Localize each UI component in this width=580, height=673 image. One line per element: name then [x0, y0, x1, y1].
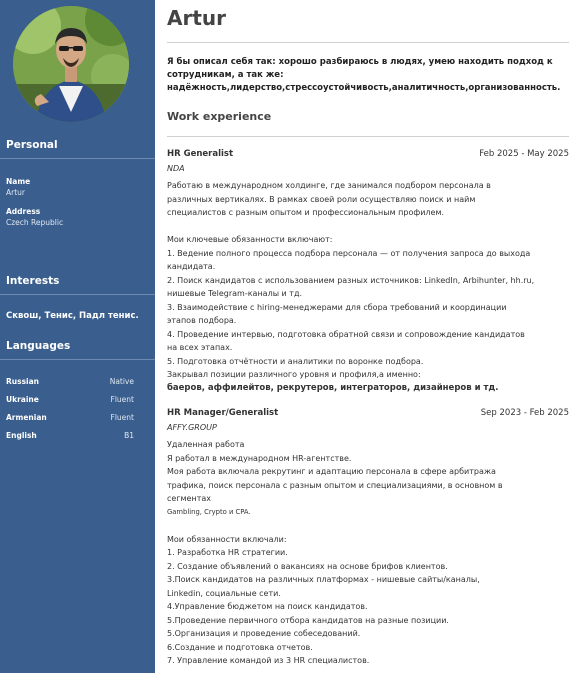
description-line: 1. Ведение полного процесса подбора персонала — от получения запроса до выхода	[167, 248, 531, 258]
description-line: Gambling, Crypto и CPA.	[167, 507, 251, 516]
language-name: Russian	[6, 377, 40, 386]
description-line: Работаю в международном холдинге, где занимался подбором персонала в	[167, 181, 491, 190]
description-line: кандидата.	[167, 262, 216, 271]
description-line: 5.Проведение первичного отбора кандидатов на разные позиции.	[167, 615, 449, 625]
language-level: B1	[124, 431, 134, 440]
divider	[0, 158, 155, 159]
description-line: 1. Разработка HR стратегии.	[167, 548, 288, 557]
job-dates: Feb 2025 - May 2025	[479, 149, 569, 159]
divider	[0, 294, 155, 295]
description-line: сегментах	[167, 494, 212, 503]
address-label: Address	[6, 207, 41, 216]
description-line: на всех этапах.	[167, 343, 233, 352]
description-line: 7. Управление командой из 3 HR специалистов.	[167, 656, 370, 665]
sidebar	[0, 0, 155, 673]
avatar-photo	[13, 6, 129, 122]
description-line: Мои обязанности включали:	[167, 534, 287, 544]
description-line: Закрывал позиции различного уровня и профиля,а именно:	[167, 370, 421, 379]
description-line: специалистов с разным опытом и профессиональным профилем.	[167, 208, 445, 217]
summary	[167, 56, 569, 95]
description-line: этапов подбора.	[167, 316, 237, 325]
language-level: Native	[109, 377, 134, 386]
description-line: Моя работа включала рекрутинг и адаптацию персонала в сфере арбитража	[167, 467, 496, 476]
language-name: Ukraine	[6, 395, 39, 404]
description-line: 2. Поиск кандидатов с использованием разных источников: LinkedIn, Arbihunter, hh.ru,	[167, 275, 535, 285]
experience-heading: Work experience	[167, 110, 272, 123]
summary-line: надёжность,лидерство,стрессоустойчивость,аналитичность,организованность.	[167, 83, 561, 93]
description-line: различных вертикалях. В рамках своей роли осуществляю поиск и найм	[167, 194, 476, 204]
description-line: 6.Создание и подготовка отчетов.	[167, 642, 313, 652]
personal-heading: Personal	[6, 139, 58, 151]
languages-heading: Languages	[6, 340, 71, 352]
language-name: Armenian	[6, 413, 47, 422]
description-line	[167, 220, 567, 234]
divider	[0, 359, 155, 360]
description-line: Мои ключевые обязанности включают:	[167, 235, 333, 244]
job-company: NDA	[167, 164, 185, 173]
summary-line: сотрудникам, а так же:	[167, 70, 284, 80]
job-title: HR Generalist	[167, 149, 234, 159]
description-line: 5. Подготовка отчётности и аналитики по воронке подбора.	[167, 356, 424, 366]
description-line: трафика, поиск персонала с разным опытом и специализациями, в основном в	[167, 480, 503, 490]
description-line	[167, 519, 567, 533]
name-value: Artur	[6, 188, 25, 197]
summary-line: Я бы описал себя так: хорошо разбираюсь в людях, умею находить подход к	[167, 57, 553, 67]
person-name: Artur	[167, 6, 227, 30]
description-line: 3. Взаимодействие с hiring-менеджерами для сбора требований и координации	[167, 302, 507, 312]
interests-heading: Interests	[6, 275, 60, 287]
address-value: Czech Republic	[6, 218, 64, 227]
job-company: AFFY.GROUP	[167, 423, 217, 432]
avatar	[13, 6, 129, 122]
language-name: English	[6, 431, 37, 440]
description-line: нишевые Telegram-каналы и тд.	[167, 289, 303, 298]
interests-value: Сквош, Тенис, Падл тенис.	[6, 311, 139, 321]
description-line: 4.Управление бюджетом на поиск кандидатов.	[167, 602, 368, 611]
name-label: Name	[6, 177, 31, 186]
job-dates: Sep 2023 - Feb 2025	[480, 408, 569, 418]
description-line: баеров, аффилейтов, рекрутеров, интеграторов, дизайнеров и тд.	[167, 382, 499, 393]
description-line: 5.Организация и проведение собеседований.	[167, 629, 361, 638]
divider	[167, 42, 569, 43]
description-line: Удаленная работа	[167, 440, 245, 449]
description-line: Я работал в международном HR-агентстве.	[167, 453, 352, 463]
job-title: HR Manager/Generalist	[167, 408, 279, 418]
language-level: Fluent	[110, 413, 134, 422]
description-line: Linkedin, социальные сети.	[167, 588, 281, 598]
description-line: 2. Создание объявлений о вакансиях на основе брифов клиентов.	[167, 561, 448, 571]
description-line: 3.Поиск кандидатов на различных платформах - нишевые сайты/каналы,	[167, 575, 480, 584]
language-level: Fluent	[110, 395, 134, 404]
divider	[167, 136, 569, 137]
job-description	[167, 438, 567, 668]
description-line: 4. Проведение интервью, подготовка обратной связи и сопровождение кандидатов	[167, 329, 525, 339]
job-description	[167, 179, 567, 395]
